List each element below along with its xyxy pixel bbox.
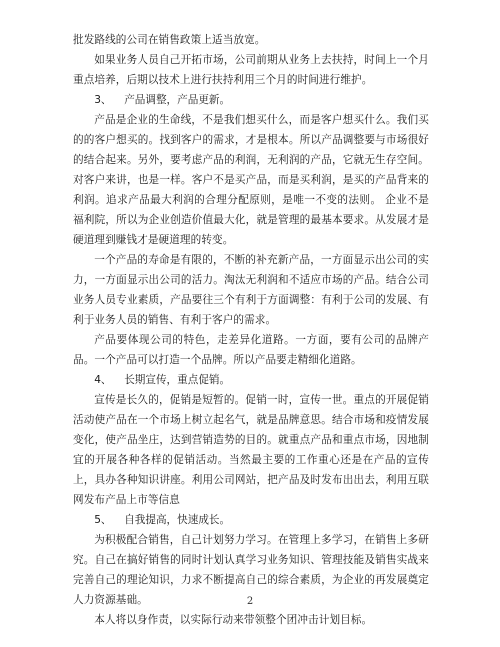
section-title: 产品调整，产品更新。 xyxy=(124,94,231,106)
paragraph-self-study: 为积极配合销售，自己计划努力学习。在管理上多学习，在销售上多研究。自己在搞好销售的同时计划认真学习业务知识、管理技能及销售实战来完善自己的理论知识，力求不断提高自己的综合素质，为企业的再发展奠定人力资源基础。 xyxy=(73,534,429,606)
paragraph-product-lifespan: 一个产品的寿命是有限的，不断的补充新产品，一方面显示出公司的实力，一方面显示出公司的活力。淘汰无利润和不适应市场的产品。结合公司业务人员专业素质，产品要往三个有利于方面调整：有利于公司的发展、有利于业务人员的销售、有利于客户的需求。 xyxy=(73,254,429,326)
page-number: 2 xyxy=(246,596,254,607)
section-number: 4、 xyxy=(94,374,112,386)
section-number: 5、 xyxy=(94,514,112,526)
paragraph-product-brand: 产品要体现公司的特色，走差异化道路。一方面，要有公司的品牌产品。一个产品可以打造一个品牌。所以产品要走精细化道路。 xyxy=(73,334,429,366)
paragraph-promotion-detail: 宣传是长久的，促销是短暂的。促销一时，宣传一世。重点的开展促销活动使产品在一个市场上树立起名气，就是品牌意思。结合市场和疫情发展变化，使产品坐庄，达到营销造势的目的。就重点产品和重点市场，因地制宜的开展各种各样的促销活动。当然最主要的工作重心还是在产品的宣传上，具办各种知识讲座。利用公司网站，把产品及时发布出出去，利用互联网发布产品上市等信息 xyxy=(73,394,429,506)
section-heading-product-adjustment xyxy=(73,90,429,110)
section-heading-promotion xyxy=(73,370,429,390)
paragraph-product-lifeline: 产品是企业的生命线，不是我们想买什么，而是客户想买什么。我们买的的客户想买的。找到客户的需求，才是根本。所以产品调整要与市场很好的结合起来。另外，要考虑产品的利润，无利润的产品，它就无生存空间。对客户来讲，也是一样。客户不是买产品，而是买利润，是买的产品背来的利润。追求产品最大利润的合理分配原则，是唯一不变的法则。 企业不是福利院，所以为企业创造价值最大化，就是管理的最基本要求。从发展才是硬道理到赚钱才是硬道理的转变。 xyxy=(73,114,429,246)
section-title: 自我提高，快速成长。 xyxy=(124,514,231,526)
section-number: 3、 xyxy=(94,94,112,106)
section-title: 长期宣传，重点促销。 xyxy=(124,374,231,386)
paragraph-closing: 本人将以身作责，以实际行动来带领整个团冲击计划目标。 xyxy=(94,614,373,626)
paragraph-market-support: 如果业务人员自己开拓市场，公司前期从业务上去扶持，时间上一个月重点培养，后期以技术上进行扶持利用三个月的时间进行维护。 xyxy=(73,54,429,86)
paragraph-wholesale-policy: 批发路线的公司在销售政策上适当放宽。 xyxy=(73,34,266,46)
document-body xyxy=(73,30,429,630)
section-heading-self-improvement xyxy=(73,510,429,530)
